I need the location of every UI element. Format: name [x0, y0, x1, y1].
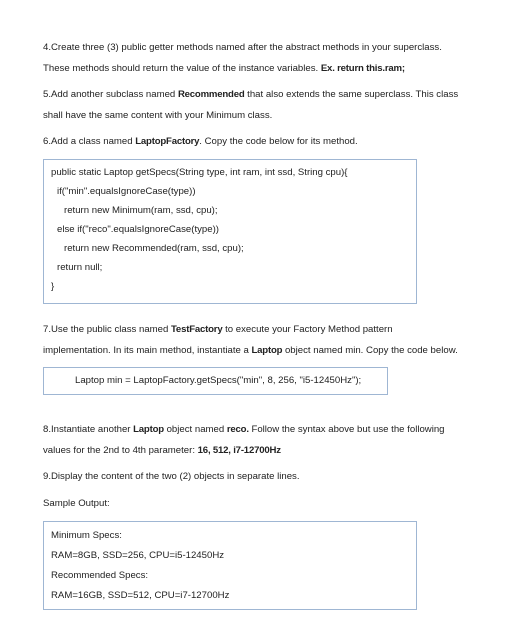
code-line: return null; — [57, 262, 103, 273]
step-8-line-2 — [43, 440, 491, 461]
step-8-text-pre: 8.Instantiate another — [43, 424, 134, 435]
sample-output-line: Minimum Specs: — [51, 530, 122, 541]
step-5-class-name: Recommended — [177, 89, 245, 100]
step-6-line — [43, 131, 491, 152]
step-4-example-bold: Ex. return this.ram; — [320, 63, 405, 74]
code-line: else if("reco".equalsIgnoreCase(type)) — [57, 224, 219, 235]
sample-output-box — [43, 521, 417, 610]
step-6-text-pre: 6.Add a class named — [43, 136, 136, 147]
step-7-laptop-bold: Laptop — [251, 345, 283, 356]
sample-output-line: RAM=16GB, SSD=512, CPU=i7-12700Hz — [51, 590, 230, 601]
code-line-min: Laptop min = LaptopFactory.getSpecs("min", 8, 256, "i5-12450Hz"); — [75, 375, 362, 386]
step-5-line-1 — [43, 84, 491, 105]
step-5-text-2: shall have the same content with your Minimum class. — [43, 110, 273, 121]
step-6-class-name: LaptopFactory — [135, 136, 200, 147]
step-4-line-1 — [43, 37, 491, 58]
step-7-text-2-post: object named min. Copy the code below. — [282, 345, 458, 356]
sample-output-label-text: Sample Output: — [43, 498, 110, 509]
step-8-text-post: Follow the syntax above but use the following — [248, 424, 445, 435]
step-7-line-2 — [43, 340, 491, 361]
step-7-text-2-pre: implementation. In its main method, instantiate a — [43, 345, 252, 356]
step-6-text-post: . Copy the code below for its method. — [199, 136, 358, 147]
code-line: public static Laptop getSpecs(String type, int ram, int ssd, String cpu){ — [51, 167, 348, 178]
step-9-text: 9.Display the content of the two (2) objects in separate lines. — [43, 471, 300, 482]
step-7-class-name: TestFactory — [170, 324, 223, 335]
code-line: return new Minimum(ram, ssd, cpu); — [64, 205, 218, 216]
step-8-text-mid: object named — [163, 424, 227, 435]
step-9-line — [43, 466, 491, 487]
code-line: } — [51, 281, 55, 292]
step-7-line-1 — [43, 319, 491, 340]
step-8-line-1 — [43, 419, 491, 440]
step-4-text-1: 4.Create three (3) public getter methods named after the abstract methods in your superclass. — [43, 42, 442, 53]
step-5-text-post: that also extends the same superclass. This class — [244, 89, 459, 100]
sample-output-line: RAM=8GB, SSD=256, CPU=i5-12450Hz — [51, 550, 225, 561]
step-8-reco-bold: reco. — [226, 424, 249, 435]
step-4-text-2: These methods should return the value of the instance variables. — [43, 63, 321, 74]
code-line: return new Recommended(ram, ssd, cpu); — [64, 243, 244, 254]
step-7-text-post: to execute your Factory Method pattern — [222, 324, 393, 335]
step-4-line-2 — [43, 58, 491, 79]
step-7-text-pre: 7.Use the public class named — [43, 324, 171, 335]
step-8-text-2-pre: values for the 2nd to 4th parameter: — [43, 445, 198, 456]
code-line: if("min".equalsIgnoreCase(type)) — [57, 186, 196, 197]
step-5-line-2 — [43, 105, 491, 126]
step-5-text-pre: 5.Add another subclass named — [43, 89, 178, 100]
code-block — [43, 159, 417, 304]
sample-output-label — [43, 493, 491, 514]
step-8-values-bold: 16, 512, i7-12700Hz — [197, 445, 281, 456]
code-line-box — [43, 367, 388, 395]
step-8-laptop-bold: Laptop — [133, 424, 164, 435]
sample-output-line: Recommended Specs: — [51, 570, 149, 581]
